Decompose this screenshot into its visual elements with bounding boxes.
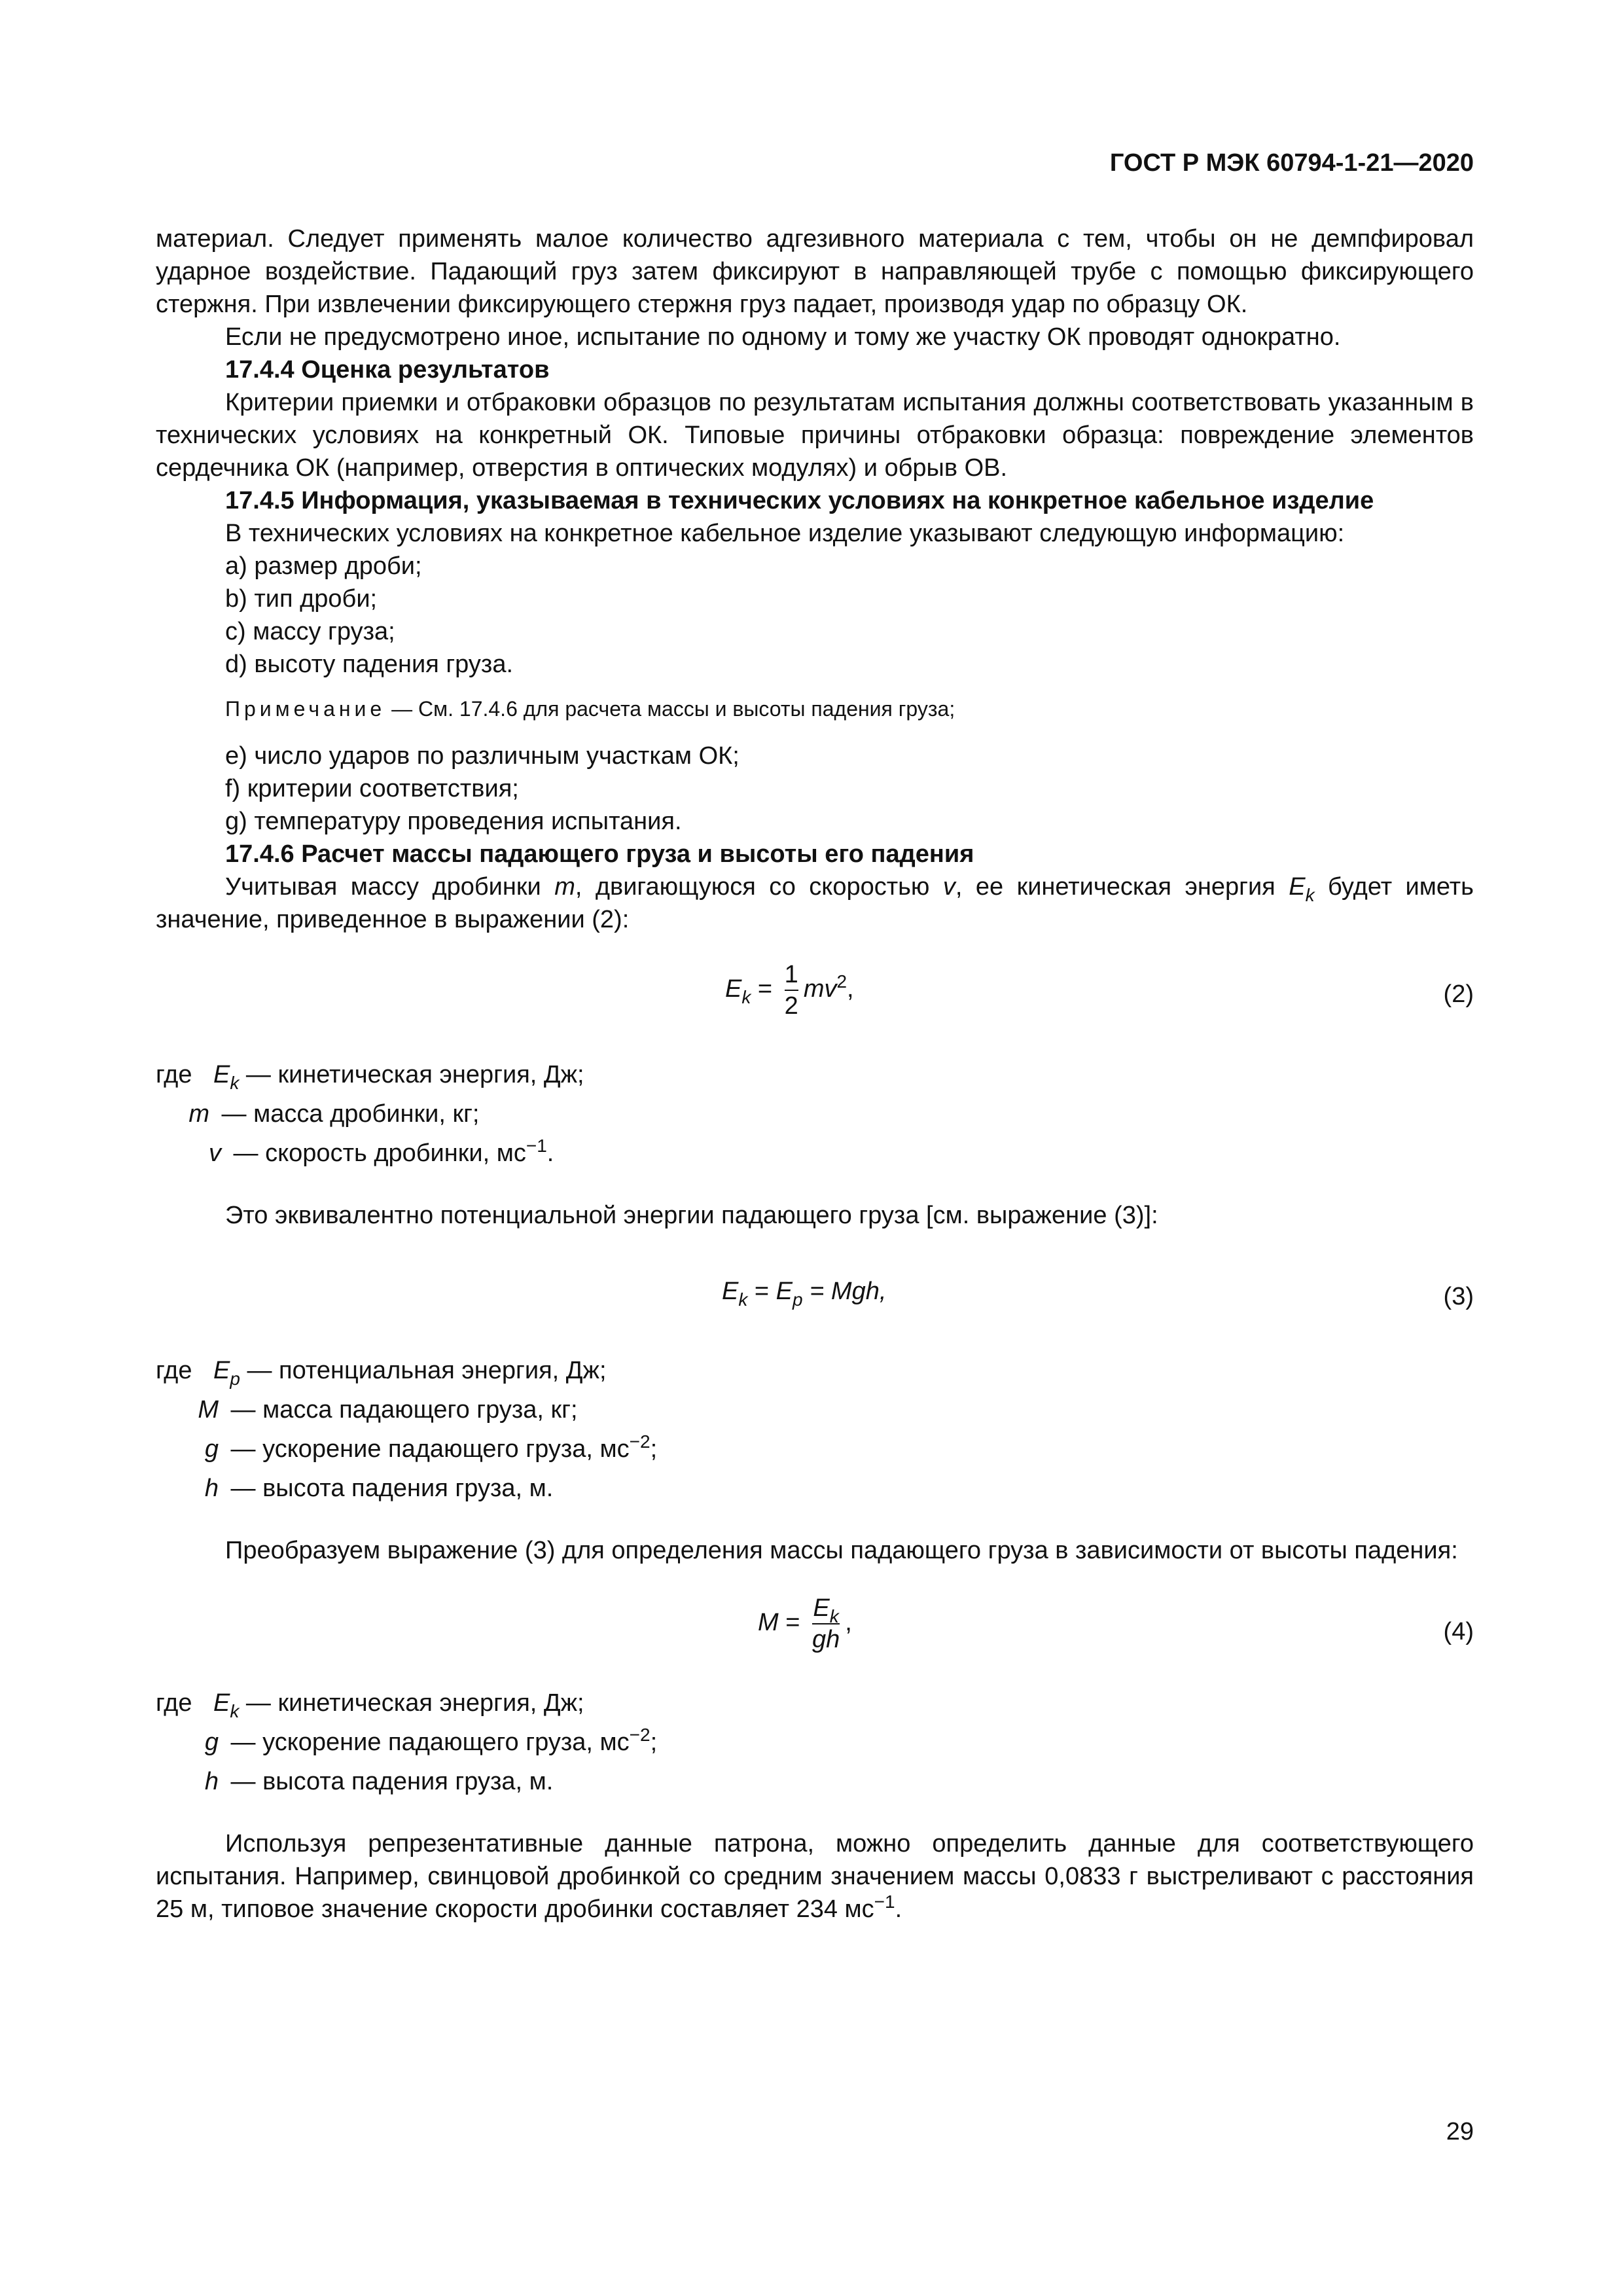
formula-4 bbox=[156, 1593, 1474, 1672]
paragraph-continued: материал. Следует применять малое количество адгезивного материала с тем, чтобы он не демпфировал ударное воздействие. Падающий груз затем фиксируют в направляющей трубе с помощью фиксирующего стержня. При извлечении фиксирующего стержня груз падает, производя удар по образцу ОК. bbox=[156, 225, 1474, 318]
paragraph-transform: Преобразуем выражение (3) для определения массы падающего груза в зависимости от высоты падения: bbox=[225, 1537, 1458, 1564]
where-row: где $E_k$ — кинетическая энергия, Дж; bbox=[156, 1061, 584, 1093]
formula-3-expression: $E_k = E_p$ = Mgh, bbox=[722, 1278, 887, 1310]
page-number: 29 bbox=[1446, 2118, 1474, 2145]
list-item: c) массу груза; bbox=[225, 618, 395, 645]
where-row: h — высота падения груза, м. bbox=[204, 1768, 554, 1795]
paragraph-info-intro: В технических условиях на конкретное кабельное изделие указывают следующую информацию: bbox=[225, 520, 1345, 547]
note-label: Примечание bbox=[225, 697, 386, 721]
where-row: v — скорость дробинки, $мс^{-1}$. bbox=[209, 1136, 554, 1167]
paragraph-equivalent: Это эквивалентно потенциальной энергии падающего груза [см. выражение (3)]: bbox=[225, 1202, 1158, 1229]
formula-2 bbox=[156, 960, 1474, 1031]
formula-3 bbox=[156, 1262, 1474, 1334]
note bbox=[156, 692, 1474, 725]
where-row: h — высота падения груза, м. bbox=[204, 1475, 554, 1502]
formula-2-number: (2) bbox=[1443, 980, 1474, 1008]
where-row: где $E_k$ — кинетическая энергия, Дж; bbox=[156, 1689, 584, 1721]
formula-4-expression: M = $\frac{E_k}{gh}$ , bbox=[758, 1594, 852, 1653]
paragraph-single-test: Если не предусмотрено иное, испытание по одному и тому же участку ОК проводят однократно. bbox=[225, 323, 1341, 351]
formula-4-number: (4) bbox=[1443, 1618, 1474, 1645]
fraction-ek-gh: $\frac{E_k}{gh}$ bbox=[812, 1594, 840, 1653]
formula-3-number: (3) bbox=[1443, 1283, 1474, 1310]
list-item: g) температуру проведения испытания. bbox=[225, 808, 682, 835]
where-block-1 bbox=[156, 1055, 1474, 1173]
paragraph-criteria: Критерии приемки и отбраковки образцов по результатам испытания должны соответствовать указанным в технических условиях на конкретный ОК. Типовые причины отбраковки образца: повреждение элементов сердечника ОК (например, отверстия в оптических модулях) и обрыв ОВ. bbox=[156, 389, 1474, 482]
standard-header: ГОСТ Р МЭК 60794-1-21—2020 bbox=[1109, 149, 1474, 177]
heading-17-4-6: 17.4.6 Расчет массы падающего груза и высоты его падения bbox=[225, 840, 974, 868]
where-row: M — масса падающего груза, кг; bbox=[198, 1396, 578, 1424]
list-item: a) размер дроби; bbox=[225, 552, 422, 580]
where-row: где $E_p$ — потенциальная энергия, Дж; bbox=[156, 1357, 607, 1389]
list-item: b) тип дроби; bbox=[225, 585, 378, 613]
where-block-2 bbox=[156, 1351, 1474, 1508]
list-item: f) критерии соответствия; bbox=[225, 775, 519, 802]
heading-17-4-5: 17.4.5 Информация, указываемая в технических условиях на конкретное кабельное изделие bbox=[225, 487, 1374, 514]
where-row: g — ускорение падающего груза, $мс^{-2}$; bbox=[204, 1725, 658, 1756]
where-row: g — ускорение падающего груза, $мс^{-2}$; bbox=[204, 1431, 658, 1463]
heading-17-4-4: 17.4.4 Оценка результатов bbox=[225, 356, 550, 384]
list-item: d) высоту падения груза. bbox=[225, 651, 514, 678]
formula-2-expression: $E_k$ = $\frac{1}{2}$ $mv^2$, bbox=[725, 961, 854, 1020]
where-row: m — масса дробинки, кг; bbox=[188, 1100, 480, 1128]
list-item: e) число ударов по различным участкам ОК; bbox=[225, 742, 740, 770]
note-text: — См. 17.4.6 для расчета массы и высоты падения груза; bbox=[385, 697, 955, 721]
paragraph-example: Используя репрезентативные данные патрона, можно определить данные для соответствующего испытания. Например, свинцовой дробинкой со средним значением массы 0,0833 г выстреливают с расстояния 25 м, типовое значение скорости дробинки составляет 234 $мс^{-1}$. bbox=[156, 1830, 1474, 1923]
where-block-3 bbox=[156, 1683, 1474, 1801]
fraction-half: $\frac{1}{2}$ bbox=[784, 961, 798, 1020]
page-body bbox=[156, 223, 1474, 1926]
paragraph-kinetic: Учитывая массу дробинки m, двигающуюся со скоростью v, ее кинетическая энергия $E_k$ будет иметь значение, приведенное в выражении (2): bbox=[156, 873, 1474, 933]
